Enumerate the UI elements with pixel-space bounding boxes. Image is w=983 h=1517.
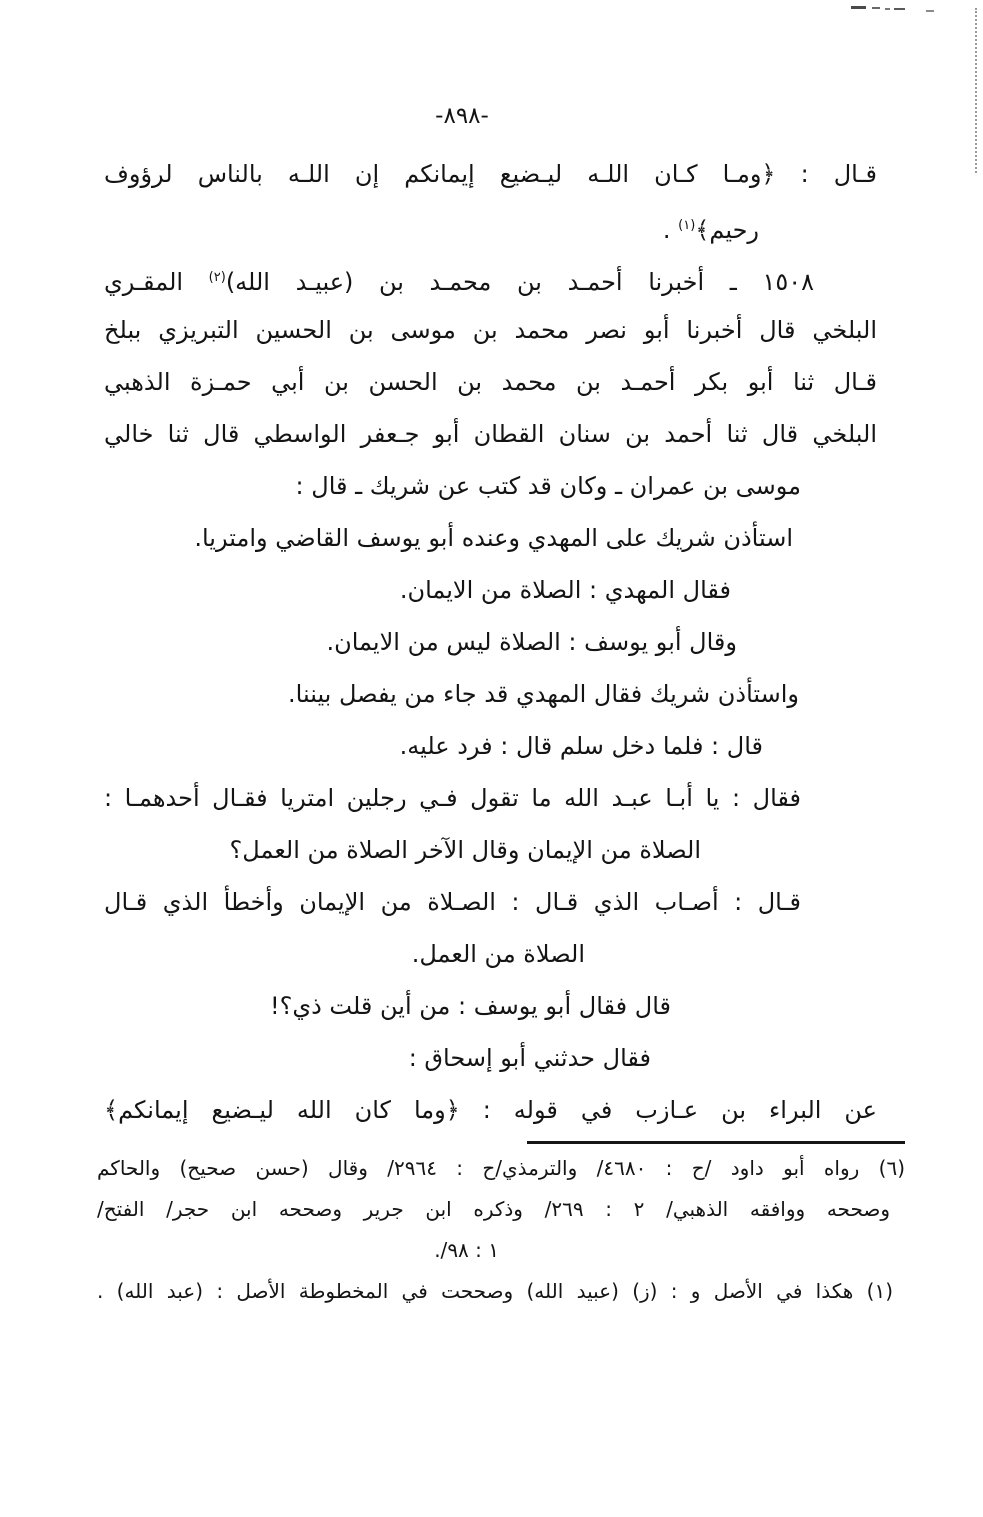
body-text-line: قـال : أصـاب الذي قـال : الصـلاة من الإيمان وأخطأ الذي قـال [104,888,801,916]
body-text-line: الصلاة من العمل. [411,940,585,968]
body-text-line: عن البراء بن عـازب في قوله : ﴿وما كان الله ليـضيع إيمانكم﴾ [104,1096,877,1124]
body-text-line: ١٥٠٨ ـ أخبرنا أحمـد بن محمـد بن (عبيـد الله)$^{(٢)}$ المقـري [104,268,814,296]
scan-artifact-dotted-edge [975,8,977,173]
scan-artifact [894,8,905,10]
body-text-line: قـال : ﴿ومـا كـان اللـه ليـضيع إيمانكم إن اللـه بالناس لرؤوف [104,160,877,188]
body-text [104,152,877,1140]
body-text-line: قال فقال أبو يوسف : من أين قلت ذي؟! [269,992,671,1020]
page-number: -٨٩٨- [435,103,489,129]
body-text-line: وقال أبو يوسف : الصلاة ليس من الايمان. [326,628,737,656]
body-text-line: البلخي قال أخبرنا أبو نصر محمد بن موسى بن الحسين التبريزي ببلخ [104,316,877,344]
footnote-marker: (١) [678,218,696,233]
scan-artifact [851,6,866,9]
scan-artifact [926,10,934,12]
body-text-line: موسى بن عمران ـ وكان قد كتب عن شريك ـ قال : [295,472,801,500]
body-text-line: فقال المهدي : الصلاة من الايمان. [399,576,731,604]
footnote-line: (١) هكذا في الأصل و : (ز) (عبيد الله) وصححت في المخطوطة الأصل : (عبد الله) . [97,1279,893,1303]
scan-artifact [885,8,890,10]
body-text-line: البلخي قال ثنا أحمد بن سنان القطان أبو جـعفر الواسطي قال ثنا خالي [104,420,877,448]
body-text-line: الصلاة من الإيمان وقال الآخر الصلاة من العمل؟ [229,836,701,864]
body-text-line: واستأذن شريك فقال المهدي قد جاء من يفصل بيننا. [288,680,799,708]
footnote-line: ١ : ٩٨/. [434,1238,499,1262]
footnotes [97,1150,905,1314]
body-text-line: فقال : يا أبـا عبـد الله ما تقول فـي رجلين امتريا فقـال أحدهمـا : [104,784,801,812]
footnote-line: (٦) رواه أبو داود /ح : ٤٦٨٠/ والترمذي/ح : ٢٩٦٤/ وقال (حسن صحيح) والحاكم [97,1156,905,1180]
body-text-line: فقال حدثني أبو إسحاق : [408,1044,651,1072]
scan-artifact [872,7,880,9]
body-text-line: قـال ثنا أبو بكر أحمـد بن محمد بن الحسن بن أبي حمـزة الذهبي [104,368,877,396]
footnote-separator [527,1141,905,1144]
body-text-line: رحيم﴾$^{(١)}$ . [662,216,759,244]
footnote-marker: (٢) [208,270,226,285]
body-text-line: قال : فلما دخل سلم قال : فرد عليه. [399,732,763,760]
body-text-line: استأذن شريك على المهدي وعنده أبو يوسف القاضي وامتريا. [194,524,793,552]
footnote-line: وصححه ووافقه الذهبي/ ٢ : ٢٦٩/ وذكره ابن جرير وصححه ابن حجر/ الفتح/ [97,1197,891,1221]
